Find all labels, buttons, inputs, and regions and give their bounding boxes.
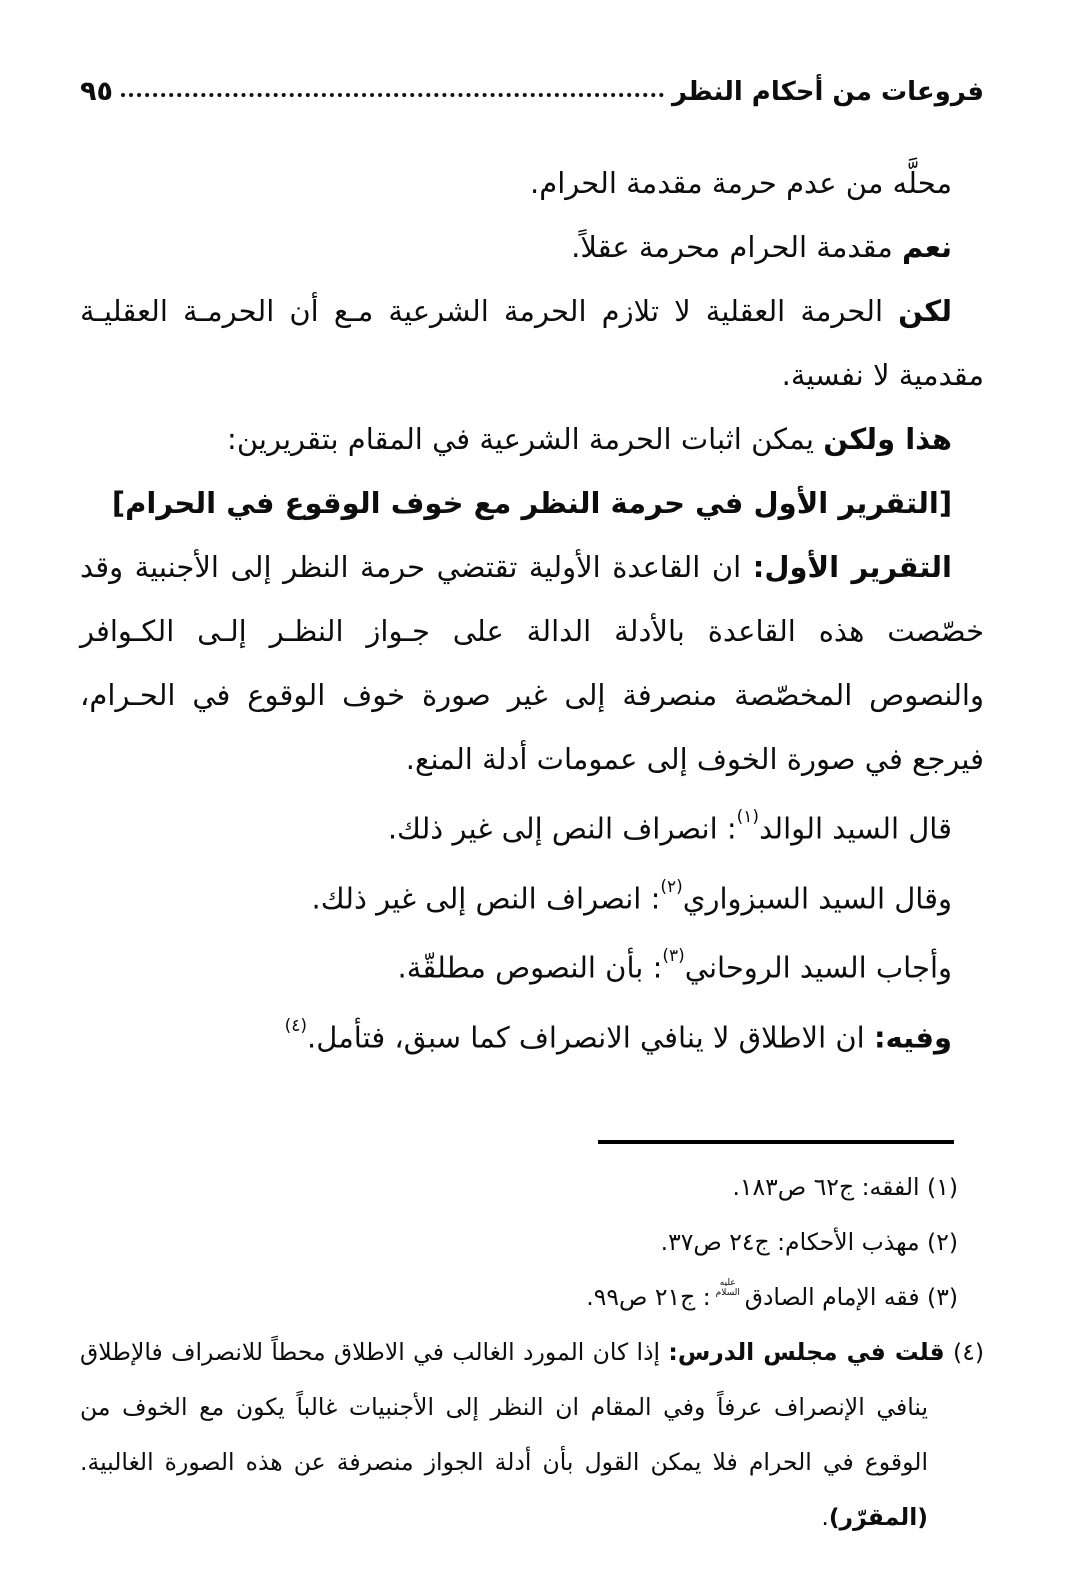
text-run: الحرمة العقلية لا تلازم الحرمة الشرعية مـع أن الحرمـة العقليـة مقدمية لا نفسية. [80,294,984,392]
footnote-separator [598,1140,954,1144]
body-paragraph [80,215,984,279]
page-number: ٩٥ [80,76,113,107]
text-run: (١) الفقه: ج٦٢ ص١٨٣. [732,1172,958,1201]
text-run: . [821,1502,829,1531]
text-run: (٣) فقه الإمام الصادق [744,1282,958,1311]
body-paragraph [80,279,984,407]
text-run: قال السيد الوالد [759,811,952,846]
bold-text-run: (المقرّر) [828,1502,928,1531]
text-run: : انصراف النص إلى غير ذلك. [387,811,737,846]
body-paragraph [80,861,984,931]
bold-text-run: وفيه: [873,1020,952,1055]
text-run: محلَّه من عدم حرمة مقدمة الحرام. [530,166,952,200]
footnote-marker: (٤) [284,1015,308,1036]
footnote [80,1160,958,1215]
text-run: وقال السيد السبزواري [682,881,952,916]
footnote [80,1215,958,1270]
text-run: يمكن اثبات الحرمة الشرعية في المقام بتقريرين: [227,422,824,456]
footnote-marker: (٢) [660,876,683,897]
text-run: : انصراف النص إلى غير ذلك. [311,881,661,916]
section-heading [80,471,984,535]
dot-leader [121,93,664,97]
footnotes [80,1160,984,1545]
bold-text-run: التقرير الأول: [752,550,952,584]
text-run: مقدمة الحرام محرمة عقلاً. [571,230,902,264]
text-run: : بأن النصوص مطلقّة. [397,950,663,985]
body-paragraph [80,930,984,1000]
text-run: وأجاب السيد الروحاني [684,950,952,985]
chapter-title: فروعات من أحكام النظر [671,76,984,107]
text-run: (٢) مهذب الأحكام: ج٢٤ ص٣٧. [660,1227,958,1256]
text-run: ان الاطلاق لا ينافي الانصراف كما سبق، فتأمل. [307,1020,874,1055]
text-run: إذا كان المورد الغالب في الاطلاق محطاً للانصراف فالإطلاق ينافي الإنصراف عرفاً وفي المقام ان النظر إلى الأجنبيات غالباً يكون مع الخوف من الوقوع في الحرام فلا يمكن القول بأن أدلة الجواز منصرفة عن هذه الصورة الغالبية. [80,1337,928,1476]
running-head [80,76,984,107]
bold-text-run: نعم [902,230,952,264]
footnote-marker: (١) [736,807,760,827]
footnote [80,1325,984,1545]
bold-text-run: [التقرير الأول في حرمة النظر مع خوف الوقوع في الحرام] [111,486,953,520]
text-run: ان القاعدة الأولية تقتضي حرمة النظر إلى الأجنبية وقد خصّصت هذه القاعدة بالأدلة الدالة على جـواز النظـر إلـى الكـوافر والنصوص المخصّصة منصرفة إلى غير صورة خوف الوقوع في الحـرام، فيرجع في صورة الخوف إلى عمومات أدلة المنع. [80,550,984,776]
bold-text-run: لكن [898,294,952,328]
body-paragraph [80,791,984,861]
bold-text-run: قلت في مجلس الدرس: [668,1337,945,1366]
body-paragraph [80,407,984,471]
body-paragraph [80,1000,984,1070]
body-text [80,151,984,1070]
body-paragraph [80,535,984,791]
bold-text-run: هذا ولكن [823,422,952,456]
honorific-mark: عليه السلام [715,1277,740,1298]
text-run: (٤) [944,1337,984,1366]
footnote-marker: (٣) [662,946,685,967]
footnote [80,1270,958,1325]
body-paragraph [80,151,984,215]
text-run: : ج٢١ ص٩٩. [586,1282,711,1311]
